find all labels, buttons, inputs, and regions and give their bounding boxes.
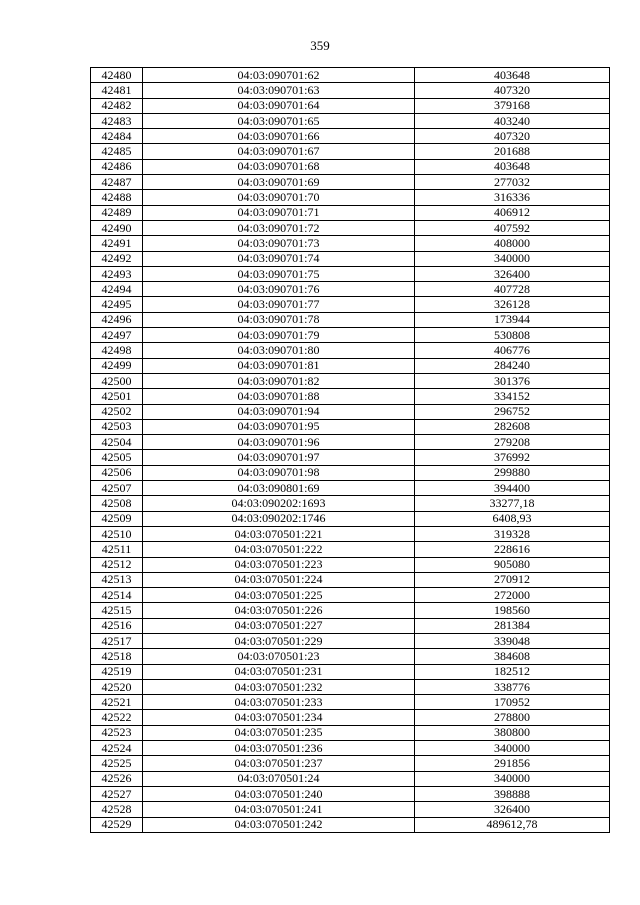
table-row — [91, 266, 610, 281]
cadastral-number-cell: 04:03:070501:223 — [143, 557, 415, 572]
cadastral-number-cell: 04:03:070501:240 — [143, 786, 415, 801]
table-row — [91, 786, 610, 801]
table-row — [91, 725, 610, 740]
table-row — [91, 802, 610, 817]
table-row — [91, 144, 610, 159]
cadastral-number-cell: 04:03:090701:75 — [143, 266, 415, 281]
table-row — [91, 175, 610, 190]
row-number-cell: 42511 — [91, 542, 143, 557]
value-cell: 406776 — [415, 343, 610, 358]
value-cell: 384608 — [415, 649, 610, 664]
value-cell: 198560 — [415, 603, 610, 618]
value-cell: 326400 — [415, 266, 610, 281]
row-number-cell: 42483 — [91, 113, 143, 128]
value-cell: 170952 — [415, 695, 610, 710]
table-row — [91, 679, 610, 694]
value-cell: 403648 — [415, 159, 610, 174]
cadastral-number-cell: 04:03:090701:76 — [143, 282, 415, 297]
cadastral-number-cell: 04:03:090701:96 — [143, 435, 415, 450]
table-body — [91, 68, 610, 833]
value-cell: 282608 — [415, 419, 610, 434]
cadastral-number-cell: 04:03:090701:79 — [143, 328, 415, 343]
row-number-cell: 42527 — [91, 786, 143, 801]
table-row — [91, 159, 610, 174]
cadastral-number-cell: 04:03:090701:72 — [143, 220, 415, 235]
table-row — [91, 618, 610, 633]
table-row — [91, 526, 610, 541]
table-row — [91, 68, 610, 83]
cadastral-number-cell: 04:03:090701:97 — [143, 450, 415, 465]
value-cell: 291856 — [415, 756, 610, 771]
value-cell: 278800 — [415, 710, 610, 725]
value-cell: 339048 — [415, 633, 610, 648]
cadastral-number-cell: 04:03:090701:77 — [143, 297, 415, 312]
value-cell: 407592 — [415, 220, 610, 235]
cadastral-number-cell: 04:03:070501:232 — [143, 679, 415, 694]
row-number-cell: 42524 — [91, 741, 143, 756]
value-cell: 277032 — [415, 175, 610, 190]
table-row — [91, 511, 610, 526]
value-cell: 340000 — [415, 741, 610, 756]
value-cell: 406912 — [415, 205, 610, 220]
row-number-cell: 42498 — [91, 343, 143, 358]
row-number-cell: 42515 — [91, 603, 143, 618]
page-number: 359 — [310, 38, 330, 53]
value-cell: 407728 — [415, 282, 610, 297]
value-cell: 316336 — [415, 190, 610, 205]
row-number-cell: 42507 — [91, 481, 143, 496]
table-row — [91, 129, 610, 144]
cadastral-number-cell: 04:03:070501:229 — [143, 633, 415, 648]
table-row — [91, 817, 610, 832]
cadastral-number-cell: 04:03:090701:71 — [143, 205, 415, 220]
cadastral-number-cell: 04:03:090701:81 — [143, 358, 415, 373]
value-cell: 403240 — [415, 113, 610, 128]
cadastral-number-cell: 04:03:090701:70 — [143, 190, 415, 205]
cadastral-number-cell: 04:03:090701:69 — [143, 175, 415, 190]
value-cell: 6408,93 — [415, 511, 610, 526]
cadastral-value-table — [90, 67, 610, 833]
row-number-cell: 42499 — [91, 358, 143, 373]
row-number-cell: 42495 — [91, 297, 143, 312]
row-number-cell: 42486 — [91, 159, 143, 174]
table-row — [91, 603, 610, 618]
row-number-cell: 42510 — [91, 526, 143, 541]
value-cell: 403648 — [415, 68, 610, 83]
value-cell: 281384 — [415, 618, 610, 633]
table-row — [91, 465, 610, 480]
value-cell: 334152 — [415, 389, 610, 404]
cadastral-number-cell: 04:03:070501:231 — [143, 664, 415, 679]
row-number-cell: 42501 — [91, 389, 143, 404]
table-row — [91, 710, 610, 725]
row-number-cell: 42481 — [91, 83, 143, 98]
value-cell: 340000 — [415, 771, 610, 786]
value-cell: 905080 — [415, 557, 610, 572]
row-number-cell: 42522 — [91, 710, 143, 725]
row-number-cell: 42487 — [91, 175, 143, 190]
value-cell: 380800 — [415, 725, 610, 740]
value-cell: 201688 — [415, 144, 610, 159]
row-number-cell: 42500 — [91, 373, 143, 388]
row-number-cell: 42493 — [91, 266, 143, 281]
value-cell: 407320 — [415, 129, 610, 144]
row-number-cell: 42484 — [91, 129, 143, 144]
value-cell: 338776 — [415, 679, 610, 694]
cadastral-number-cell: 04:03:090701:74 — [143, 251, 415, 266]
value-cell: 296752 — [415, 404, 610, 419]
table-row — [91, 450, 610, 465]
table-row — [91, 542, 610, 557]
cadastral-number-cell: 04:03:090202:1746 — [143, 511, 415, 526]
value-cell: 340000 — [415, 251, 610, 266]
table-row — [91, 741, 610, 756]
cadastral-number-cell: 04:03:070501:227 — [143, 618, 415, 633]
table-row — [91, 297, 610, 312]
table-row — [91, 695, 610, 710]
cadastral-number-cell: 04:03:090701:63 — [143, 83, 415, 98]
row-number-cell: 42490 — [91, 220, 143, 235]
cadastral-number-cell: 04:03:090701:88 — [143, 389, 415, 404]
table-row — [91, 435, 610, 450]
table-row — [91, 756, 610, 771]
cadastral-number-cell: 04:03:090701:95 — [143, 419, 415, 434]
cadastral-number-cell: 04:03:070501:23 — [143, 649, 415, 664]
table-row — [91, 282, 610, 297]
table-row — [91, 251, 610, 266]
cadastral-number-cell: 04:03:070501:241 — [143, 802, 415, 817]
row-number-cell: 42529 — [91, 817, 143, 832]
table-row — [91, 404, 610, 419]
cadastral-number-cell: 04:03:090701:65 — [143, 113, 415, 128]
table-row — [91, 312, 610, 327]
value-cell: 284240 — [415, 358, 610, 373]
row-number-cell: 42506 — [91, 465, 143, 480]
row-number-cell: 42523 — [91, 725, 143, 740]
cadastral-number-cell: 04:03:070501:225 — [143, 588, 415, 603]
row-number-cell: 42494 — [91, 282, 143, 297]
cadastral-number-cell: 04:03:070501:233 — [143, 695, 415, 710]
table-row — [91, 236, 610, 251]
row-number-cell: 42482 — [91, 98, 143, 113]
value-cell: 326128 — [415, 297, 610, 312]
table-row — [91, 481, 610, 496]
value-cell: 407320 — [415, 83, 610, 98]
cadastral-number-cell: 04:03:070501:235 — [143, 725, 415, 740]
cadastral-number-cell: 04:03:090701:67 — [143, 144, 415, 159]
value-cell: 530808 — [415, 328, 610, 343]
value-cell: 394400 — [415, 481, 610, 496]
cadastral-number-cell: 04:03:070501:224 — [143, 572, 415, 587]
table-row — [91, 664, 610, 679]
row-number-cell: 42516 — [91, 618, 143, 633]
value-cell: 408000 — [415, 236, 610, 251]
row-number-cell: 42497 — [91, 328, 143, 343]
cadastral-number-cell: 04:03:090701:66 — [143, 129, 415, 144]
cadastral-number-cell: 04:03:090701:80 — [143, 343, 415, 358]
value-cell: 398888 — [415, 786, 610, 801]
row-number-cell: 42519 — [91, 664, 143, 679]
row-number-cell: 42492 — [91, 251, 143, 266]
value-cell: 376992 — [415, 450, 610, 465]
table-row — [91, 328, 610, 343]
value-cell: 279208 — [415, 435, 610, 450]
value-cell: 489612,78 — [415, 817, 610, 832]
table-row — [91, 98, 610, 113]
value-cell: 270912 — [415, 572, 610, 587]
row-number-cell: 42509 — [91, 511, 143, 526]
table-row — [91, 358, 610, 373]
table-row — [91, 83, 610, 98]
row-number-cell: 42518 — [91, 649, 143, 664]
value-cell: 379168 — [415, 98, 610, 113]
cadastral-number-cell: 04:03:090701:73 — [143, 236, 415, 251]
cadastral-number-cell: 04:03:090701:82 — [143, 373, 415, 388]
value-cell: 228616 — [415, 542, 610, 557]
table-row — [91, 419, 610, 434]
cadastral-number-cell: 04:03:070501:242 — [143, 817, 415, 832]
cadastral-number-cell: 04:03:090701:78 — [143, 312, 415, 327]
table-row — [91, 572, 610, 587]
value-cell: 299880 — [415, 465, 610, 480]
cadastral-number-cell: 04:03:070501:24 — [143, 771, 415, 786]
cadastral-number-cell: 04:03:070501:222 — [143, 542, 415, 557]
table-row — [91, 343, 610, 358]
table-row — [91, 649, 610, 664]
cadastral-number-cell: 04:03:090701:98 — [143, 465, 415, 480]
value-cell: 301376 — [415, 373, 610, 388]
cadastral-number-cell: 04:03:090801:69 — [143, 481, 415, 496]
row-number-cell: 42488 — [91, 190, 143, 205]
row-number-cell: 42517 — [91, 633, 143, 648]
row-number-cell: 42513 — [91, 572, 143, 587]
table-row — [91, 633, 610, 648]
cadastral-number-cell: 04:03:090701:64 — [143, 98, 415, 113]
table-row — [91, 220, 610, 235]
row-number-cell: 42526 — [91, 771, 143, 786]
table-row — [91, 496, 610, 511]
cadastral-number-cell: 04:03:070501:236 — [143, 741, 415, 756]
cadastral-number-cell: 04:03:070501:234 — [143, 710, 415, 725]
value-cell: 326400 — [415, 802, 610, 817]
value-cell: 319328 — [415, 526, 610, 541]
row-number-cell: 42480 — [91, 68, 143, 83]
row-number-cell: 42496 — [91, 312, 143, 327]
row-number-cell: 42508 — [91, 496, 143, 511]
row-number-cell: 42512 — [91, 557, 143, 572]
row-number-cell: 42525 — [91, 756, 143, 771]
cadastral-number-cell: 04:03:070501:221 — [143, 526, 415, 541]
row-number-cell: 42491 — [91, 236, 143, 251]
cadastral-number-cell: 04:03:090701:94 — [143, 404, 415, 419]
cadastral-number-cell: 04:03:090202:1693 — [143, 496, 415, 511]
table-row — [91, 190, 610, 205]
row-number-cell: 42489 — [91, 205, 143, 220]
table-row — [91, 205, 610, 220]
row-number-cell: 42502 — [91, 404, 143, 419]
table-row — [91, 771, 610, 786]
cadastral-number-cell: 04:03:090701:62 — [143, 68, 415, 83]
table-row — [91, 389, 610, 404]
table-row — [91, 113, 610, 128]
value-cell: 173944 — [415, 312, 610, 327]
cadastral-number-cell: 04:03:090701:68 — [143, 159, 415, 174]
table-row — [91, 373, 610, 388]
row-number-cell: 42521 — [91, 695, 143, 710]
value-cell: 272000 — [415, 588, 610, 603]
row-number-cell: 42485 — [91, 144, 143, 159]
row-number-cell: 42503 — [91, 419, 143, 434]
row-number-cell: 42520 — [91, 679, 143, 694]
cadastral-number-cell: 04:03:070501:237 — [143, 756, 415, 771]
row-number-cell: 42505 — [91, 450, 143, 465]
value-cell: 182512 — [415, 664, 610, 679]
table-row — [91, 557, 610, 572]
row-number-cell: 42514 — [91, 588, 143, 603]
value-cell: 33277,18 — [415, 496, 610, 511]
cadastral-number-cell: 04:03:070501:226 — [143, 603, 415, 618]
table-row — [91, 588, 610, 603]
row-number-cell: 42504 — [91, 435, 143, 450]
row-number-cell: 42528 — [91, 802, 143, 817]
